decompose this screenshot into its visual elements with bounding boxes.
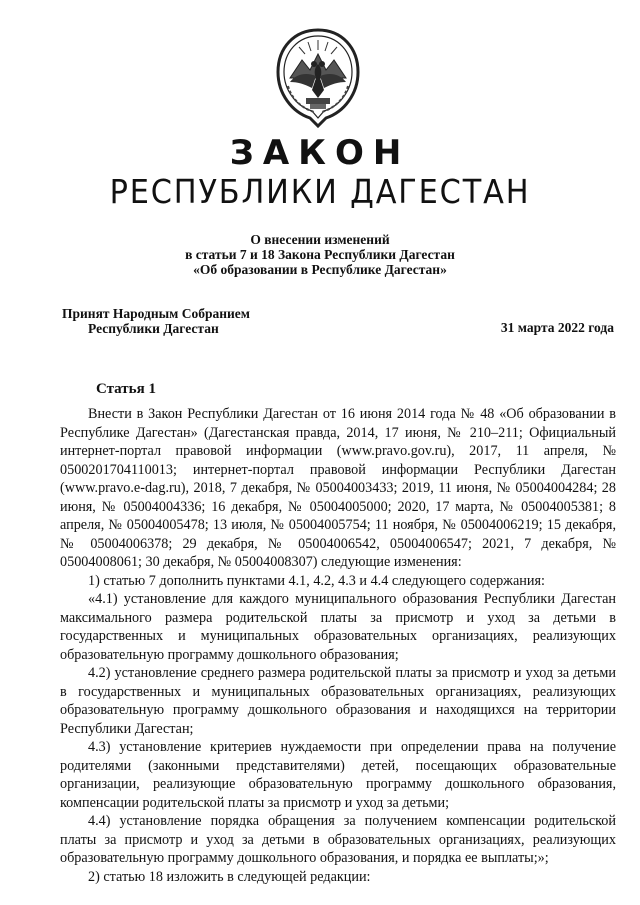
heading-line-1: О внесении изменений [250, 232, 390, 247]
paragraph-intro: Внести в Закон Республики Дагестан от 16 июня 2014 года № 48 «Об образовании в Республике Дагестан» (Дагестанская правда, 2014, 17 июня, № 210–211; Официальный интернет-портал правовой информации (www.pravo.gov.ru), 2017, 11 апреля, № 0500201704110013; интернет-портал правовой информации Республики Дагестан (www.pravo.e-dag.ru), 2018, 7 декабря, № 05004003433; 2019, 11 июня, № 05004004284; 28 июня, № 05004004336; 16 декабря, № 05004005000; 2020, 17 марта, № 05004005381; 8 апреля, № 05004005478; 13 июля, № 05004005754; 11 ноября, № 05004006219; 15 декабря, № 05004006378; 29 декабря, № 05004006542, 05004006547; 2021, 7 декабря, № 05004008061; 30 декабря, № 05004008307) следующие изменения: [60, 406, 616, 570]
heading-line-3: «Об образовании в Республике Дагестан» [193, 262, 447, 277]
paragraph-item-2: 2) статью 18 изложить в следующей редакции: [88, 868, 371, 885]
paragraph-4-3: 4.3) установление критериев нуждаемости при определении права на получение родителями (законными представителями) детей, посещающих образовательные организации, реализующие образовательную программу дошкольного образования, компенсации родительской платы за присмотр и уход за детьми; [60, 739, 616, 811]
article-body [60, 405, 616, 886]
paragraph-4-4: 4.4) установление порядка обращения за получением компенсации родительской платы за присмотр и уход за детьми в образовательных организациях, реализующих образовательную программу дошкольного образования, и порядка ее выплаты;»; [60, 813, 616, 866]
paragraph-4-1: «4.1) установление для каждого муниципального образования Республики Дагестан максимального размера родительской платы за присмотр и уход за детьми в государственных и муниципальных образовательных организациях, реализующих образовательную программу дошкольного образования; [60, 591, 616, 663]
adoption-date: 31 марта 2022 года [500, 320, 614, 335]
paragraph-4-2: 4.2) установление среднего размера родительской платы за присмотр и уход за детьми в государственных и муниципальных образовательных организациях, реализующих образовательную программу дошкольного образования и находящихся на территории Республики Дагестан; [60, 665, 616, 737]
adopted-by-line-1: Принят Народным Собранием [62, 306, 250, 321]
law-heading [0, 232, 640, 277]
paragraph-item-1: 1) статью 7 дополнить пунктами 4.1, 4.2, 4.3 и 4.4 следующего содержания: [88, 572, 545, 589]
law-title: ЗАКОН [229, 133, 411, 173]
article-title: Статья 1 [96, 381, 156, 397]
law-subtitle: РЕСПУБЛИКИ ДАГЕСТАН [109, 172, 531, 211]
adopted-by-line-2: Республики Дагестан [88, 321, 219, 336]
coat-of-arms-emblem [272, 26, 364, 130]
heading-line-2: в статьи 7 и 18 Закона Республики Дагестан [185, 247, 455, 262]
